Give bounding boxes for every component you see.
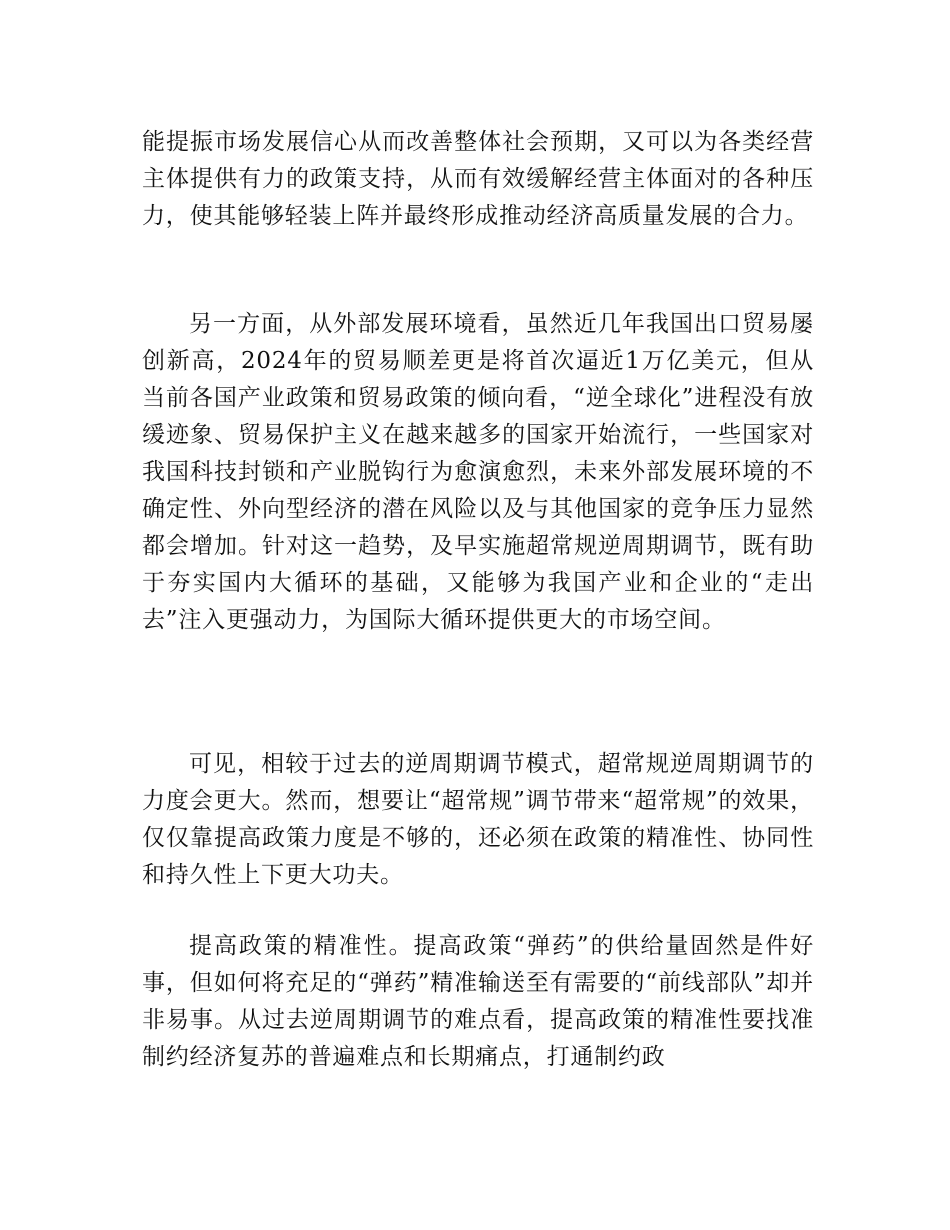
paragraph-external-environment: 另一方面，从外部发展环境看，虽然近几年我国出口贸易屡创新高，2024年的贸易顺差更是将首次逼近1万亿美元，但从当前各国产业政策和贸易政策的倾向看，“逆全球化”进程没有放缓迹象、贸易保护主义在越来越多的国家开始流行，一些国家对我国科技封锁和产业脱钩行为愈演愈烈，未来外部发展环境的不确定性、外向型经济的潜在风险以及与其他国家的竞争压力显然都会增加。针对这一趋势，及早实施超常规逆周期调节，既有助于夯实国内大循环的基础，又能够为我国产业和企业的“走出去”注入更强动力，为国际大循环提供更大的市场空间。 (142, 311, 814, 633)
paragraph-continuation: 能提振市场发展信心从而改善整体社会预期，又可以为各类经营主体提供有力的政策支持，从而有效缓解经营主体面对的各种压力，使其能够轻装上阵并最终形成推动经济高质量发展的合力。 (142, 129, 814, 229)
paragraph-conclusion: 可见，相较于过去的逆周期调节模式，超常规逆周期调节的力度会更大。然而，想要让“超常规”调节带来“超常规”的效果，仅仅靠提高政策力度是不够的，还必须在政策的精准性、协同性和持久性上下更大功夫。 (142, 751, 814, 888)
paragraph-policy-precision: 提高政策的精准性。提高政策“弹药”的供给量固然是件好事，但如何将充足的“弹药”精准输送至有需要的“前线部队”却并非易事。从过去逆周期调节的难点看，提高政策的精准性要找准制约经济复苏的普遍难点和长期痛点，打通制约政 (142, 933, 814, 1070)
